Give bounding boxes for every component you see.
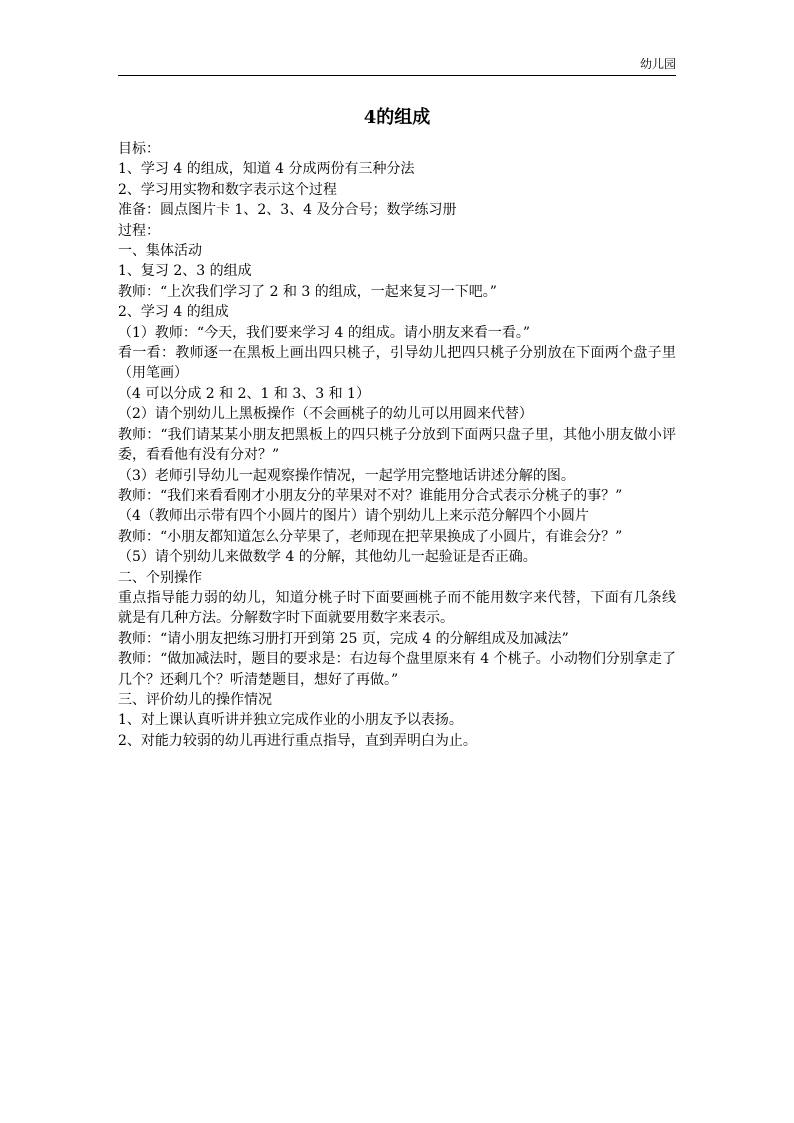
decomposition-note: （4 可以分成 2 和 2、1 和 3、3 和 1） bbox=[118, 385, 370, 402]
teacher-dialog-review: 教师：“上次我们学习了 2 和 3 的组成，一起来复习一下吧。” bbox=[118, 283, 497, 300]
teacher-dialog-check: 教师：“我们来看看刚才小朋友分的苹果对不对？谁能用分合式表示分桃子的事？” bbox=[118, 487, 623, 504]
teacher-dialog-peach-split: 教师：“我们请某某小朋友把黑板上的四只桃子分放到下面两只盘子里，其他小朋友做小评委，看看他有没有分对？” bbox=[118, 426, 676, 464]
evaluation-item-1: 1、对上课认真听讲并独立完成作业的小朋友予以表扬。 bbox=[118, 712, 463, 729]
section-heading-evaluation: 三、评价幼儿的操作情况 bbox=[118, 691, 272, 708]
teacher-dialog-workbook: 教师：“请小朋友把练习册打开到第 25 页，完成 4 的分解组成及加减法” bbox=[118, 630, 569, 647]
header-label: 幼儿园 bbox=[639, 57, 676, 71]
evaluation-item-2: 2、对能力较弱的幼儿再进行重点指导，直到弄明白为止。 bbox=[118, 732, 477, 749]
substep-4: （4（教师出示带有四个小圆片的图片）请个别幼儿上来示范分解四个小圆片 bbox=[118, 508, 589, 525]
teacher-dialog-disc: 教师：“小朋友都知道怎么分苹果了，老师现在把苹果换成了小圆片，有谁会分？” bbox=[118, 528, 623, 545]
goal-item-1: 1、学习 4 的组成，知道 4 分成两份有三种分法 bbox=[118, 161, 415, 178]
goal-item-2: 2、学习用实物和数字表示这个过程 bbox=[118, 181, 337, 198]
guidance-paragraph: 重点指导能力弱的幼儿，知道分桃子时下面要画桃子而不能用数字来代替，下面有几条线就是有几种方法。分解数字时下面就要用数字来表示。 bbox=[118, 589, 676, 627]
section-heading-group-activity: 一、集体活动 bbox=[118, 243, 202, 260]
substep-2: （2）请个别幼儿上黑板操作（不会画桃子的幼儿可以用圆来代替） bbox=[118, 406, 533, 423]
section-label-process: 过程： bbox=[118, 222, 160, 239]
substep-5: （5）请个别幼儿来做数学 4 的分解，其他幼儿一起验证是否正确。 bbox=[118, 549, 537, 566]
page-header bbox=[118, 56, 676, 76]
section-heading-individual: 二、个别操作 bbox=[118, 569, 202, 586]
step-learn: 2、学习 4 的组成 bbox=[118, 304, 229, 321]
document-title: 4的组成 bbox=[363, 107, 431, 128]
section-label-goal: 目标： bbox=[118, 141, 160, 157]
document-body bbox=[118, 139, 676, 751]
teacher-dialog-arithmetic: 教师：“做加减法时，题目的要求是：右边每个盘里原来有 4 个桃子。小动物们分别拿走了几个？还剩几个？听清楚题目，想好了再做。” bbox=[118, 651, 676, 688]
substep-1: （1）教师：“今天，我们要来学习 4 的组成。请小朋友来看一看。” bbox=[118, 324, 531, 341]
step-review: 1、复习 2、3 的组成 bbox=[118, 263, 252, 280]
preparation-line: 准备：圆点图片卡 1、2、3、4 及分合号；数学练习册 bbox=[118, 202, 457, 219]
substep-3: （3）老师引导幼儿一起观察操作情况，一起学用完整地话讲述分解的图。 bbox=[118, 467, 575, 484]
observation-paragraph: 看一看：教师逐一在黑板上画出四只桃子，引导幼儿把四只桃子分别放在下面两个盘子里（用笔画） bbox=[118, 345, 676, 382]
